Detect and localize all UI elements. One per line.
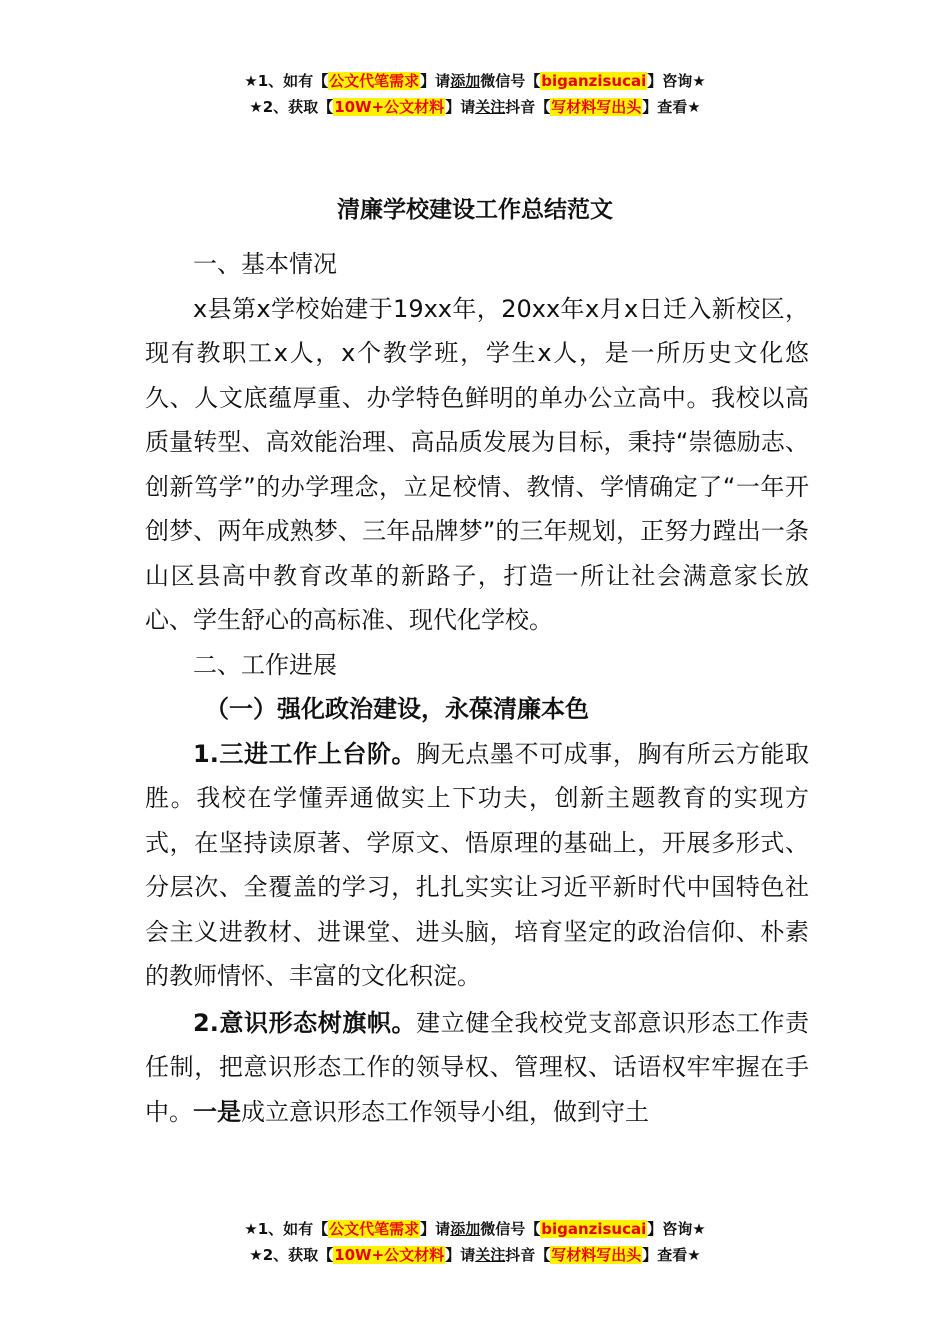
footer-line-2: ★2、获取【10W+公文材料】请关注抖音【写材料写出头】查看★ [249, 1246, 701, 1264]
highlight-douyin: 写材料写出头 [551, 98, 642, 116]
subsection-heading-political: （一）强化政治建设，永葆清廉本色 [205, 695, 589, 723]
header-banner [0, 68, 950, 120]
highlight-wechat-id: biganzisucai [541, 72, 647, 90]
banner-line-1: ★1、如有【公文代笔需求】请添加微信号【biganzisucai】咨询★ [244, 72, 706, 90]
item-2-lead: 一是 [193, 1097, 241, 1126]
footer-highlight-service: 公文代笔需求 [329, 1220, 420, 1238]
item-1-text: 胸无点墨不可成事，胸有所云方能取胜。我校在学懂弄通做实上下功夫，创新主题教育的实现方式，在坚持读原著、学原文、悟原理的基础上，开展多形式、分层次、全覆盖的学习，扎扎实实让习近平新时代中国特色社会主义进教材、进课堂、进头脑，培育坚定的政治信仰、朴素的教师情怀、丰富的文化积淀。 [145, 739, 809, 990]
highlight-service: 公文代笔需求 [329, 72, 420, 90]
document-title: 清廉学校建设工作总结范文 [337, 197, 613, 223]
highlight-materials: 10W+公文材料 [334, 98, 445, 116]
footer-highlight-materials: 10W+公文材料 [334, 1246, 445, 1264]
item-2-tail: 成立意识形态工作领导小组，做到守土 [241, 1097, 649, 1126]
item-2-text: 建立健全我校党支部意识形态工作责任制，把意识形态工作的领导权、管理权、话语权牢牢握在手中。 [145, 1008, 809, 1126]
footer-banner [0, 1216, 950, 1268]
item-1-title: 1.三进工作上台阶。 [193, 739, 417, 768]
paragraph-item-1 [145, 732, 809, 999]
section-heading-basic-info: 一、基本情况 [193, 250, 337, 278]
footer-highlight-douyin: 写材料写出头 [551, 1246, 642, 1264]
document-body [145, 242, 809, 1134]
paragraph-item-2 [145, 1001, 809, 1135]
paragraph-basic-info: x县第x学校始建于19xx年，20xx年x月x日迁入新校区，现有教职工x人，x个教学班，学生x人，是一所历史文化悠久、人文底蕴厚重、办学特色鲜明的单办公立高中。我校以高质量转型、高效能治理、高品质发展为目标，秉持“崇德励志、创新笃学”的办学理念，立足校情、教情、学情确定了“一年开创梦、两年成熟梦、三年品牌梦”的三年规划，正努力蹚出一条山区县高中教育改革的新路子，打造一所让社会满意家长放心、学生舒心的高标准、现代化学校。 [145, 294, 809, 634]
item-2-title: 2.意识形态树旗帜。 [193, 1008, 417, 1037]
footer-highlight-wechat-id: biganzisucai [541, 1220, 647, 1238]
banner-line-2: ★2、获取【10W+公文材料】请关注抖音【写材料写出头】查看★ [249, 98, 701, 116]
footer-line-1: ★1、如有【公文代笔需求】请添加微信号【biganzisucai】咨询★ [244, 1220, 706, 1238]
section-heading-progress: 二、工作进展 [193, 650, 337, 679]
